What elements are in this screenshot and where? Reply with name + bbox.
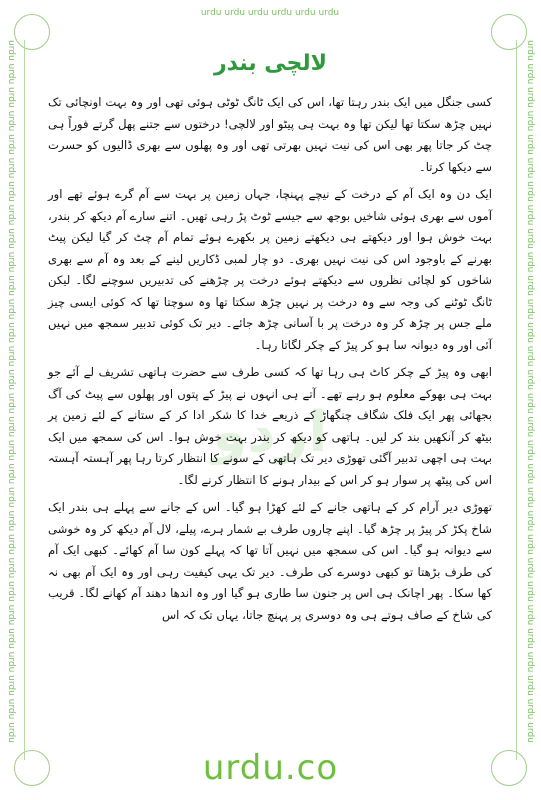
left-border-line xyxy=(24,40,25,760)
paragraph: کسی جنگل میں ایک بندر رہتا تھا، اس کی ایک ٹانگ ٹوٹی ہوئی تھی اور وہ بہت اونچائی تک نہیں چڑھ سکتا تھا لیکن تھا وہ بہت ہی پیٹو اور لالچی! درختوں سے جتنے پھل گرتے فوراً ہی چٹ کر جاتا پھر بھی اس کی نیت نہیں بھرتی تھی اور وہ پھلوں سے بھری ڈالیوں کو حسرت سے دیکھا کرتا۔ xyxy=(48,95,492,174)
right-border-line xyxy=(516,40,517,760)
paragraph: ابھی وہ پیڑ کے چکر کاٹ ہی رہا تھا کہ کسی طرف سے حضرت ہاتھی تشریف لے آئے جو بہت ہی بھوکے معلوم ہو رہے تھے۔ آتے ہی انہوں نے پیڑ کے پتوں اور پھلوں سے پیٹ کی آگ بجھائی پھر ایک فلک شگاف چنگھاڑ کے ذریعے خدا کا شکر ادا کر کے ستانے کے لئے زمین پر بیٹھ کر آنکھیں بند کر لیں۔ ہاتھی کو دیکھ کر بندر بہت خوش ہوا۔ اس کی سمجھ میں ایک بہت ہی اچھی تدبیر آگئی تھوڑی دیر تک ہاتھی کے سونے کا انتظار کرتا رہا پھر آہستہ آہستہ اس کی پیٹھ پر سوار ہو کر اس کے بیدار ہونے کا انتظار کرنے لگا۔ xyxy=(48,365,492,487)
top-border-pattern: urdu urdu urdu urdu urdu urdu xyxy=(200,8,340,18)
watermark-logo: اردو xyxy=(212,400,328,465)
story-title: لالچی بندر xyxy=(213,50,328,76)
corner-ornament xyxy=(491,14,527,50)
corner-ornament xyxy=(14,14,50,50)
story-body xyxy=(48,92,492,632)
paragraph: ایک دن وہ ایک آم کے درخت کے نیچے پہنچا، جہاں زمین پر بہت سے آم گرے ہوئے تھے اور آموں سے بھری ہوئی شاخیں بوجھ سے جیسے ٹوٹ پڑ رہی تھیں۔ اتنے سارے آم دیکھ کر بندر، بہت خوش ہوا اور دیکھتے ہی دیکھتے زمین پر بکھرے ہوئے تمام آم چٹ کر گیا لیکن پیٹ بھرنے کے باوجود اس کی نیت نہیں بھری۔ دو چار لمبی ڈکاریں لینے کے بعد وہ آم سے بھری شاخوں کو لچائی نظروں سے دیکھتے ہوئے درخت پر چڑھنے کی تدبیریں سوچنے لگا۔ لیکن ٹانگ ٹوٹنے کی وجہ سے وہ درخت پر نہیں چڑھ سکتا تھا وہ سوچتا تھا کہ کوئی ایسی چیز ملے جس پر چڑھ کر وہ درخت پر با آسانی چڑھ جائے۔ دیر تک کوئی تدبیر سمجھ میں نہیں آئی اور وہ دیوانہ سا ہو کر پیڑ کے چکر لگاتا رہا۔ xyxy=(48,187,492,352)
paragraph: تھوڑی دیر آرام کر کے ہاتھی جانے کے لئے کھڑا ہو گیا۔ اس کے جانے سے پہلے ہی بندر ایک شاخ پکڑ کر پیڑ پر چڑھ گیا۔ اپنے چاروں طرف بے شمار ہرے، پیلے، لال آم دیکھ کر وہ خوشی سے دیوانہ ہو گیا۔ اس کی سمجھ میں نہیں آتا تھا کہ پہلے کون سا آم کھائے۔ کبھی ایک آم کی طرف بڑھتا تو کبھی دوسرے کی طرف۔ دیر تک یہی کیفیت رہی اور وہ ایک آم بھی نہ کھا سکا۔ پھر اچانک ہی اس پر جنون سا طاری ہو گیا اور وہ اندھا دھند آم کھانے لگا۔ قریب کی شاخ کے صاف ہوتے ہی وہ دوسری پر پہنچ جاتا، یہاں تک کہ اس xyxy=(48,500,492,622)
footer-logo: urdu.co xyxy=(202,748,339,788)
right-border-pattern: urdu urdu urdu urdu urdu urdu urdu urdu urdu urdu urdu urdu urdu urdu urdu urdu urdu urdu urdu urdu urdu urdu urdu urdu urdu urdu urdu urdu urdu urdu xyxy=(525,40,535,743)
left-border-pattern: urdu urdu urdu urdu urdu urdu urdu urdu urdu urdu urdu urdu urdu urdu urdu urdu urdu urdu urdu urdu urdu urdu urdu urdu urdu urdu urdu urdu urdu urdu xyxy=(6,40,16,743)
